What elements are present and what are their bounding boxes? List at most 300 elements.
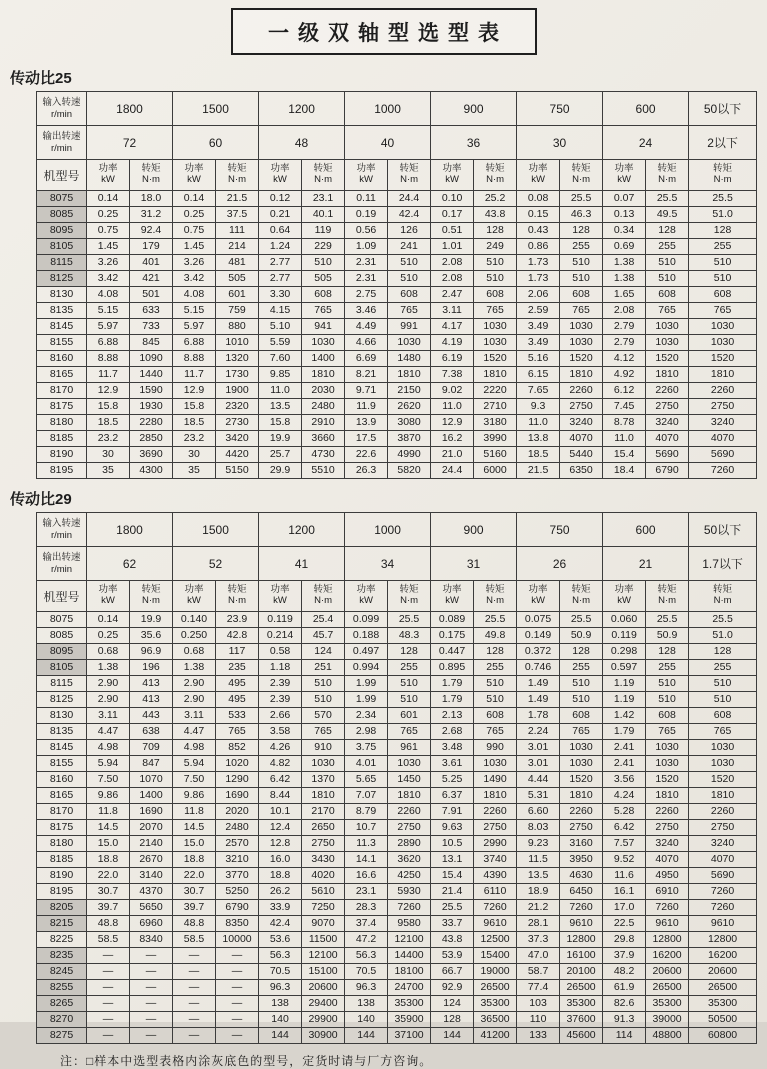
value-cell: 16.2 [431,431,474,447]
value-cell: 1.42 [603,708,646,724]
value-cell: 2.90 [173,676,216,692]
power-column-header: 功率 kW [431,160,474,191]
value-cell: 2.79 [603,335,646,351]
value-cell: 29900 [302,1012,345,1028]
torque-column-header: 转矩 N·m [474,581,517,612]
value-cell: — [87,1012,130,1028]
value-cell: 0.64 [259,223,302,239]
value-cell: 510 [474,255,517,271]
value-cell: 2.90 [87,692,130,708]
value-cell: 138 [345,996,388,1012]
value-cell: 0.15 [517,207,560,223]
table-row [37,628,757,644]
value-cell: 1730 [216,367,259,383]
value-cell: 0.86 [517,239,560,255]
input-speed-value: 50以下 [689,92,757,126]
value-cell: 6.88 [87,335,130,351]
value-cell: 2480 [302,399,345,415]
value-cell: 2260 [689,383,757,399]
value-cell: 16100 [560,948,603,964]
value-cell: 0.69 [603,239,646,255]
value-cell: 5.94 [173,756,216,772]
value-cell: 1810 [388,788,431,804]
value-cell: 12.9 [87,383,130,399]
value-cell: 12500 [474,932,517,948]
value-cell: 6110 [474,884,517,900]
value-cell: 4.98 [87,740,130,756]
model-cell: 8095 [37,223,87,239]
value-cell: 0.56 [345,223,388,239]
value-cell: — [130,1012,173,1028]
value-cell: 505 [302,271,345,287]
value-cell: 138 [259,996,302,1012]
value-cell: 10.5 [431,836,474,852]
output-speed-value: 34 [345,547,431,581]
value-cell: 28.3 [345,900,388,916]
value-cell: 15.4 [431,868,474,884]
table-row [37,223,757,239]
value-cell: 4.08 [87,287,130,303]
table-row [37,207,757,223]
value-cell: 633 [130,303,173,319]
value-cell: — [130,996,173,1012]
value-cell: 1.49 [517,692,560,708]
value-cell: 58.5 [173,932,216,948]
value-cell: 50.9 [560,628,603,644]
value-cell: 124 [302,644,345,660]
value-cell: 7.50 [87,772,130,788]
torque-column-header: 转矩 N·m [216,581,259,612]
input-speed-row [37,513,757,547]
output-speed-value: 62 [87,547,173,581]
torque-column-header: 转矩 N·m [646,581,689,612]
value-cell: 11.8 [87,804,130,820]
value-cell: 43.8 [431,932,474,948]
value-cell: 5.25 [431,772,474,788]
value-cell: 1290 [216,772,259,788]
value-cell: 4.82 [259,756,302,772]
table-row [37,676,757,692]
value-cell: 5930 [388,884,431,900]
value-cell: 51.0 [689,207,757,223]
value-cell: 510 [689,271,757,287]
value-cell: 128 [560,223,603,239]
value-cell: 2280 [130,415,173,431]
value-cell: 53.9 [431,948,474,964]
value-cell: 2.66 [259,708,302,724]
table-row [37,788,757,804]
value-cell: 2.31 [345,271,388,287]
value-cell: 25.5 [646,191,689,207]
ratio-25-section [0,67,767,479]
value-cell: 0.10 [431,191,474,207]
table-row [37,463,757,479]
value-cell: 42.4 [388,207,431,223]
value-cell: 0.75 [173,223,216,239]
value-cell: — [87,948,130,964]
value-cell: 25.5 [474,612,517,628]
value-cell: 7.07 [345,788,388,804]
value-cell: 3.11 [173,708,216,724]
value-cell: 1.09 [345,239,388,255]
table-row [37,772,757,788]
value-cell: 3740 [474,852,517,868]
value-cell: 2.34 [345,708,388,724]
value-cell: 4.19 [431,335,474,351]
value-cell: 765 [560,724,603,740]
value-cell: 4390 [474,868,517,884]
value-cell: 10.7 [345,820,388,836]
value-cell: 29.9 [259,463,302,479]
output-speed-value: 24 [603,126,689,160]
value-cell: 22.6 [345,447,388,463]
value-cell: 510 [474,692,517,708]
value-cell: 4420 [216,447,259,463]
value-cell: 1030 [474,756,517,772]
value-cell: 26500 [474,980,517,996]
value-cell: 9.86 [87,788,130,804]
value-cell: 37100 [388,1028,431,1044]
value-cell: 9.3 [517,399,560,415]
input-speed-value: 1000 [345,92,431,126]
value-cell: 2.77 [259,271,302,287]
value-cell: 2.79 [603,319,646,335]
value-cell: 413 [130,676,173,692]
value-cell: 990 [474,740,517,756]
value-cell: 92.9 [431,980,474,996]
value-cell: 26500 [560,980,603,996]
value-cell: — [130,948,173,964]
model-cell: 8185 [37,431,87,447]
value-cell: 3140 [130,868,173,884]
value-cell: 1030 [689,335,757,351]
value-cell: 26.3 [345,463,388,479]
value-cell: 0.597 [603,660,646,676]
value-cell: 8340 [130,932,173,948]
value-cell: 48.2 [603,964,646,980]
value-cell: 0.17 [431,207,474,223]
value-cell: 251 [302,660,345,676]
value-cell: 2910 [302,415,345,431]
value-cell: 128 [689,223,757,239]
value-cell: 56.3 [259,948,302,964]
value-cell: — [130,1028,173,1044]
value-cell: 13.5 [259,399,302,415]
model-cell: 8270 [37,1012,87,1028]
value-cell: 144 [345,1028,388,1044]
output-speed-value: 1.7以下 [689,547,757,581]
model-cell: 8190 [37,447,87,463]
value-cell: 3.48 [431,740,474,756]
output-speed-value: 36 [431,126,517,160]
value-cell: 1030 [646,756,689,772]
value-cell: 11500 [302,932,345,948]
value-cell: 45.7 [302,628,345,644]
table-row [37,980,757,996]
value-cell: 5.97 [87,319,130,335]
value-cell: 852 [216,740,259,756]
value-cell: 1520 [689,772,757,788]
value-cell: 25.5 [560,612,603,628]
value-cell: 4.24 [603,788,646,804]
value-cell: 510 [689,692,757,708]
value-cell: 2260 [646,383,689,399]
table-row [37,612,757,628]
value-cell: 510 [689,255,757,271]
value-cell: 124 [431,996,474,1012]
value-cell: 910 [302,740,345,756]
value-cell: 9.52 [603,852,646,868]
value-cell: 5.59 [259,335,302,351]
torque-column-header: 转矩 N·m [302,160,345,191]
value-cell: 255 [646,239,689,255]
value-cell: 61.9 [603,980,646,996]
value-cell: 255 [560,660,603,676]
value-cell: 26500 [689,980,757,996]
selection-table-ratio-25 [36,91,757,479]
value-cell: 4630 [560,868,603,884]
value-cell: 2.59 [517,303,560,319]
value-cell: 2750 [560,399,603,415]
table-row [37,431,757,447]
value-cell: 11.8 [173,804,216,820]
value-cell: 255 [689,660,757,676]
value-cell: 765 [689,724,757,740]
value-cell: 8.44 [259,788,302,804]
value-cell: 1.79 [431,692,474,708]
value-cell: 6910 [646,884,689,900]
value-cell: 510 [646,271,689,287]
value-cell: 5690 [646,447,689,463]
value-cell: 608 [689,287,757,303]
value-cell: 765 [474,724,517,740]
value-cell: 2.39 [259,676,302,692]
table-row [37,447,757,463]
output-speed-value: 40 [345,126,431,160]
value-cell: 4070 [646,852,689,868]
value-cell: 14400 [388,948,431,964]
value-cell: 9610 [474,916,517,932]
model-cell: 8145 [37,319,87,335]
value-cell: 608 [474,708,517,724]
value-cell: 0.372 [517,644,560,660]
model-cell: 8175 [37,820,87,836]
value-cell: 2.13 [431,708,474,724]
value-cell: 1810 [474,788,517,804]
value-cell: 9.23 [517,836,560,852]
value-cell: 249 [474,239,517,255]
value-cell: 1.38 [173,660,216,676]
value-cell: 3.56 [603,772,646,788]
value-cell: 255 [560,239,603,255]
value-cell: 12.9 [173,383,216,399]
value-cell: 1.73 [517,255,560,271]
value-cell: 1030 [689,756,757,772]
value-cell: — [173,980,216,996]
value-cell: 70.5 [259,964,302,980]
value-cell: 0.119 [603,628,646,644]
value-cell: 10.1 [259,804,302,820]
value-cell: 3950 [560,852,603,868]
value-cell: 2.08 [431,255,474,271]
value-cell: 4.17 [431,319,474,335]
model-cell: 8160 [37,351,87,367]
value-cell: 1.78 [517,708,560,724]
section-title-ratio-25: 传动比25 [10,70,72,87]
model-cell: 8075 [37,191,87,207]
model-cell: 8155 [37,335,87,351]
table-row [37,367,757,383]
table-row [37,756,757,772]
value-cell: 495 [216,676,259,692]
value-cell: 17.0 [603,900,646,916]
value-cell: 96.3 [259,980,302,996]
value-cell: — [87,1028,130,1044]
output-speed-label: 输出转速 r/min [37,547,87,581]
value-cell: 0.447 [431,644,474,660]
model-cell: 8165 [37,788,87,804]
value-cell: 3240 [646,415,689,431]
value-cell: 1030 [646,740,689,756]
value-cell: 70.5 [345,964,388,980]
value-cell: 4.15 [259,303,302,319]
value-cell: 4.66 [345,335,388,351]
model-cell: 8135 [37,724,87,740]
value-cell: 2.90 [87,676,130,692]
value-cell: 1030 [388,756,431,772]
value-cell: 15400 [474,948,517,964]
value-cell: 1450 [388,772,431,788]
value-cell: 8.88 [87,351,130,367]
value-cell: 196 [130,660,173,676]
input-speed-value: 1800 [87,92,173,126]
value-cell: 50500 [689,1012,757,1028]
value-cell: 2670 [130,852,173,868]
value-cell: 1.79 [431,676,474,692]
model-cell: 8180 [37,415,87,431]
value-cell: 1030 [560,335,603,351]
value-cell: 77.4 [517,980,560,996]
value-cell: 1810 [689,367,757,383]
value-cell: 3.58 [259,724,302,740]
value-cell: 6790 [216,900,259,916]
value-cell: 5690 [689,868,757,884]
value-cell: — [173,964,216,980]
page-title-box [231,8,537,55]
value-cell: 229 [302,239,345,255]
value-cell: 2260 [388,804,431,820]
value-cell: 91.3 [603,1012,646,1028]
value-cell: 6.12 [603,383,646,399]
value-cell: 30 [87,447,130,463]
value-cell: 2320 [216,399,259,415]
value-cell: 1030 [388,335,431,351]
value-cell: 58.5 [87,932,130,948]
value-cell: 21.0 [431,447,474,463]
value-cell: 19000 [474,964,517,980]
value-cell: 0.214 [259,628,302,644]
value-cell: 25.7 [259,447,302,463]
power-column-header: 功率 kW [345,160,388,191]
value-cell: 37.3 [517,932,560,948]
table-row [37,255,757,271]
value-cell: 880 [216,319,259,335]
torque-column-header: 转矩 N·m [689,581,757,612]
value-cell: 18.8 [87,852,130,868]
value-cell: 413 [130,692,173,708]
value-cell: 22.0 [87,868,130,884]
value-cell: 2070 [130,820,173,836]
output-speed-value: 31 [431,547,517,581]
value-cell: 4.01 [345,756,388,772]
value-cell: 847 [130,756,173,772]
value-cell: 128 [646,644,689,660]
value-cell: 2570 [216,836,259,852]
value-cell: 25.4 [302,612,345,628]
table-row [37,852,757,868]
value-cell: 8.88 [173,351,216,367]
value-cell: 1010 [216,335,259,351]
value-cell: 14.5 [173,820,216,836]
table-row [37,996,757,1012]
value-cell: 495 [216,692,259,708]
value-cell: 3160 [560,836,603,852]
model-cell: 8170 [37,804,87,820]
value-cell: — [216,980,259,996]
value-cell: 4300 [130,463,173,479]
value-cell: 501 [130,287,173,303]
value-cell: 1320 [216,351,259,367]
value-cell: 12800 [689,932,757,948]
value-cell: 20100 [560,964,603,980]
value-cell: 5610 [302,884,345,900]
torque-column-header: 转矩 N·m [689,160,757,191]
table-row [37,660,757,676]
value-cell: 0.075 [517,612,560,628]
value-cell: 11.0 [259,383,302,399]
input-speed-value: 50以下 [689,513,757,547]
value-cell: 0.14 [87,612,130,628]
input-speed-value: 1200 [259,92,345,126]
input-speed-value: 750 [517,92,603,126]
value-cell: 25.5 [388,612,431,628]
value-cell: 11.6 [603,868,646,884]
model-cell: 8130 [37,287,87,303]
value-cell: 2.47 [431,287,474,303]
model-column-header: 机型号 [37,160,87,191]
value-cell: 26500 [646,980,689,996]
value-cell: 4070 [689,852,757,868]
value-cell: 5.15 [173,303,216,319]
value-cell: 1030 [689,740,757,756]
value-cell: 5690 [689,447,757,463]
value-cell: 765 [646,724,689,740]
value-cell: 9580 [388,916,431,932]
value-cell: 110 [517,1012,560,1028]
value-cell: 608 [689,708,757,724]
value-cell: 1810 [302,788,345,804]
value-cell: 2030 [302,383,345,399]
value-cell: 18.5 [87,415,130,431]
value-cell: 2.06 [517,287,560,303]
value-cell: 24.4 [431,463,474,479]
value-cell: 2620 [388,399,431,415]
value-cell: 23.2 [173,431,216,447]
value-cell: 11.5 [517,852,560,868]
value-cell: 7.57 [603,836,646,852]
value-cell: 37.4 [345,916,388,932]
value-cell: 5.31 [517,788,560,804]
